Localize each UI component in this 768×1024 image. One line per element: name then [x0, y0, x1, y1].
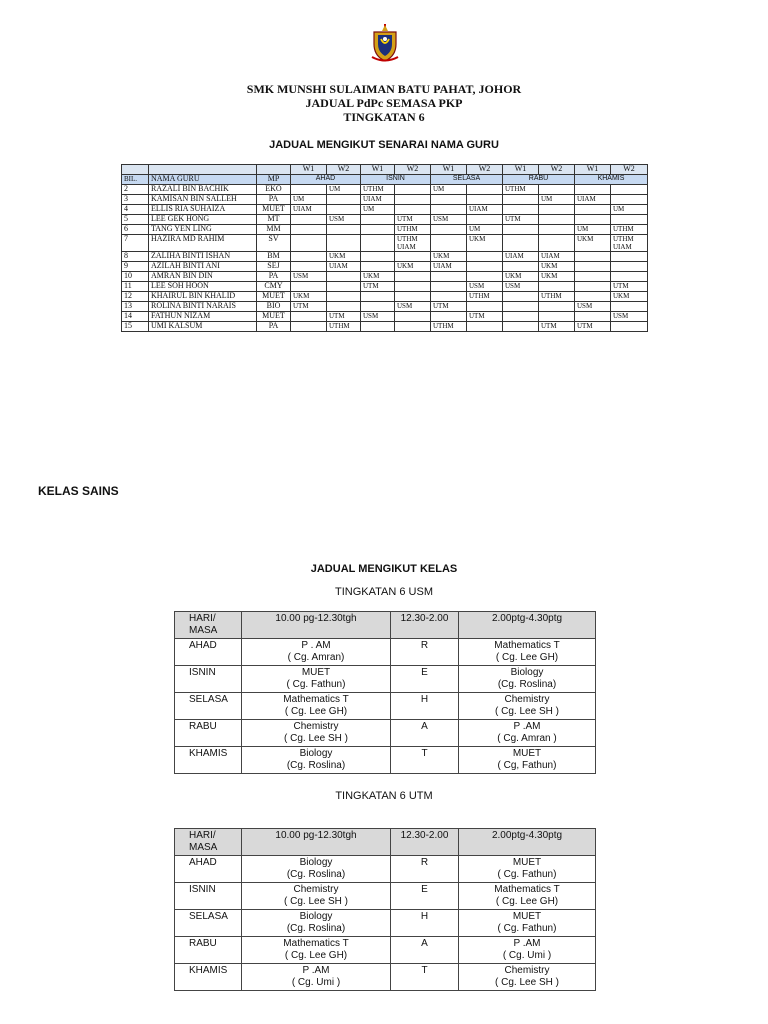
slot-cell: [467, 195, 503, 205]
slot-cell: UTM: [395, 215, 431, 225]
afternoon-slot-cell: P .AM ( Cg. Amran ): [459, 720, 596, 747]
class-table-usm: [174, 611, 596, 774]
teacher-name-cell: LEE SOH HOON: [149, 282, 257, 292]
slot-cell: [361, 225, 395, 235]
subject-cell: BM: [257, 252, 291, 262]
slot-cell: [467, 302, 503, 312]
bil-cell: 15: [122, 322, 149, 332]
class-row: [175, 666, 596, 693]
day-cell: RABU: [175, 720, 242, 747]
morning-slot-cell: Chemistry ( Cg. Lee SH ): [242, 883, 391, 910]
slot-cell: [327, 272, 361, 282]
break-cell: E: [391, 666, 459, 693]
slot-cell: USM: [291, 272, 327, 282]
week-label: W2: [467, 165, 503, 175]
slot-cell: [361, 262, 395, 272]
slot-cell: UKM: [611, 292, 648, 302]
slot-cell: UKM: [431, 252, 467, 262]
slot-cell: [503, 312, 539, 322]
class-row: [175, 910, 596, 937]
slot-cell: [395, 292, 431, 302]
class-table-title-usm: TINGKATAN 6 USM: [335, 586, 433, 598]
slot-cell: [327, 292, 361, 302]
bil-cell: 2: [122, 185, 149, 195]
slot-cell: [431, 312, 467, 322]
slot-cell: UM: [291, 195, 327, 205]
slot-cell: [395, 322, 431, 332]
slot-cell: [503, 225, 539, 235]
slot-cell: UM: [361, 205, 395, 215]
slot-cell: UIAM: [575, 195, 611, 205]
slot-cell: UKM: [361, 272, 395, 282]
slot-cell: [361, 302, 395, 312]
teacher-name-cell: ZALIHA BINTI ISHAN: [149, 252, 257, 262]
morning-slot-cell: Mathematics T ( Cg. Lee GH): [242, 693, 391, 720]
slot-cell: [467, 215, 503, 225]
week-label: W2: [611, 165, 648, 175]
slot-cell: [503, 262, 539, 272]
bil-cell: 12: [122, 292, 149, 302]
slot-cell: [611, 262, 648, 272]
afternoon-slot-cell: MUET ( Cg. Fathun): [459, 856, 596, 883]
empty-cell: [122, 165, 149, 175]
afternoon-slot-cell: P .AM ( Cg. Umi ): [459, 937, 596, 964]
slot-cell: UTM: [503, 215, 539, 225]
afternoon-slot-cell: Chemistry ( Cg. Lee SH ): [459, 693, 596, 720]
slot-cell: [395, 312, 431, 322]
morning-slot-cell: Mathematics T ( Cg. Lee GH): [242, 937, 391, 964]
slot-cell: [575, 205, 611, 215]
slot-cell: [503, 322, 539, 332]
slot-cell: [575, 292, 611, 302]
class-table-title-utm: TINGKATAN 6 UTM: [335, 790, 433, 802]
form-level: TINGKATAN 6: [343, 110, 425, 124]
class-table-utm: [174, 828, 596, 991]
nama-guru-header: NAMA GURU: [149, 175, 257, 185]
slot-cell: [539, 312, 575, 322]
class-row: [175, 747, 596, 774]
slot-cell: [539, 205, 575, 215]
slot-cell: [395, 205, 431, 215]
slot-cell: [467, 272, 503, 282]
slot-cell: [467, 322, 503, 332]
morning-slot-cell: P . AM ( Cg. Amran): [242, 639, 391, 666]
break-cell: R: [391, 639, 459, 666]
slot-cell: [611, 272, 648, 282]
slot-cell: [611, 252, 648, 262]
teacher-name-cell: TANG YEN LING: [149, 225, 257, 235]
class-header-cell: 12.30-2.00: [391, 829, 459, 856]
teacher-name-cell: ROLINA BINTI NARAIS: [149, 302, 257, 312]
bil-cell: 11: [122, 282, 149, 292]
slot-cell: UIAM: [503, 252, 539, 262]
empty-cell: [149, 165, 257, 175]
slot-cell: UIAM: [431, 262, 467, 272]
slot-cell: UTHM: [611, 225, 648, 235]
subject-cell: PA: [257, 272, 291, 282]
slot-cell: [431, 272, 467, 282]
slot-cell: USM: [431, 215, 467, 225]
slot-cell: [575, 282, 611, 292]
slot-cell: UKM: [575, 235, 611, 252]
morning-slot-cell: Biology (Cg. Roslina): [242, 910, 391, 937]
week-label: W1: [291, 165, 327, 175]
subject-cell: EKO: [257, 185, 291, 195]
slot-cell: [395, 252, 431, 262]
day-cell: AHAD: [175, 639, 242, 666]
slot-cell: [539, 185, 575, 195]
slot-cell: [503, 195, 539, 205]
table-row: [122, 262, 648, 272]
morning-slot-cell: P .AM ( Cg. Umi ): [242, 964, 391, 991]
teacher-name-cell: UMI KALSUM: [149, 322, 257, 332]
slot-cell: UTM: [467, 312, 503, 322]
class-row: [175, 720, 596, 747]
teacher-name-cell: RAZALI BIN BACHIK: [149, 185, 257, 195]
slot-cell: [575, 312, 611, 322]
break-cell: H: [391, 693, 459, 720]
slot-cell: [575, 252, 611, 262]
day-cell: AHAD: [175, 856, 242, 883]
slot-cell: [291, 235, 327, 252]
slot-cell: [575, 185, 611, 195]
class-row: [175, 639, 596, 666]
slot-cell: USM: [467, 282, 503, 292]
slot-cell: [361, 322, 395, 332]
table-row: [122, 312, 648, 322]
slot-cell: [431, 195, 467, 205]
slot-cell: UM: [327, 185, 361, 195]
class-row: [175, 693, 596, 720]
doc-subtitle: JADUAL PdPc SEMASA PKP: [305, 96, 463, 110]
day-cell: RABU: [175, 937, 242, 964]
break-cell: A: [391, 937, 459, 964]
teacher-name-cell: HAZIRA MD RAHIM: [149, 235, 257, 252]
table-row: [122, 322, 648, 332]
bil-header: BIL.: [122, 175, 149, 185]
break-cell: R: [391, 856, 459, 883]
slot-cell: UIAM: [539, 252, 575, 262]
slot-cell: [327, 235, 361, 252]
slot-cell: [291, 322, 327, 332]
slot-cell: [327, 282, 361, 292]
slot-cell: UIAM: [291, 205, 327, 215]
slot-cell: [431, 225, 467, 235]
slot-cell: UIAM: [361, 195, 395, 205]
subject-cell: MUET: [257, 205, 291, 215]
slot-cell: UTHM: [467, 292, 503, 302]
slot-cell: UTM: [431, 302, 467, 312]
slot-cell: [395, 282, 431, 292]
teacher-name-cell: FATHUN NIZAM: [149, 312, 257, 322]
slot-cell: [291, 225, 327, 235]
slot-cell: [361, 215, 395, 225]
slot-cell: [431, 205, 467, 215]
kelas-sains-label: KELAS SAINS: [38, 484, 119, 498]
teacher-table-title: JADUAL MENGIKUT SENARAI NAMA GURU: [269, 139, 499, 151]
morning-slot-cell: Biology (Cg. Roslina): [242, 856, 391, 883]
week-header-row: [122, 165, 648, 175]
slot-cell: USM: [395, 302, 431, 312]
bil-cell: 13: [122, 302, 149, 312]
day-cell: SELASA: [175, 910, 242, 937]
slot-cell: UTHM: [361, 185, 395, 195]
morning-slot-cell: Biology (Cg. Roslina): [242, 747, 391, 774]
week-label: W1: [361, 165, 395, 175]
class-row: [175, 937, 596, 964]
slot-cell: [575, 272, 611, 282]
slot-cell: [291, 252, 327, 262]
slot-cell: [611, 185, 648, 195]
slot-cell: UTM: [361, 282, 395, 292]
morning-slot-cell: MUET ( Cg. Fathun): [242, 666, 391, 693]
slot-cell: UM: [611, 205, 648, 215]
slot-cell: [327, 225, 361, 235]
slot-cell: UKM: [327, 252, 361, 262]
slot-cell: [575, 262, 611, 272]
afternoon-slot-cell: MUET ( Cg, Fathun): [459, 747, 596, 774]
subject-cell: BIO: [257, 302, 291, 312]
slot-cell: [327, 302, 361, 312]
class-row: [175, 883, 596, 910]
slot-cell: [395, 185, 431, 195]
day-cell: ISNIN: [175, 883, 242, 910]
teacher-name-cell: AMRAN BIN DIN: [149, 272, 257, 282]
mp-header: MP: [257, 175, 291, 185]
slot-cell: [611, 302, 648, 312]
slot-cell: USM: [361, 312, 395, 322]
break-cell: A: [391, 720, 459, 747]
slot-cell: [611, 195, 648, 205]
subject-cell: PA: [257, 322, 291, 332]
slot-cell: [539, 282, 575, 292]
slot-cell: [611, 215, 648, 225]
day-cell: ISNIN: [175, 666, 242, 693]
slot-cell: UTM: [327, 312, 361, 322]
day-header: KHAMIS: [575, 175, 648, 185]
day-cell: KHAMIS: [175, 964, 242, 991]
week-label: W1: [575, 165, 611, 175]
class-header-cell: 12.30-2.00: [391, 612, 459, 639]
afternoon-slot-cell: Chemistry ( Cg. Lee SH ): [459, 964, 596, 991]
week-label: W2: [395, 165, 431, 175]
slot-cell: [395, 272, 431, 282]
break-cell: H: [391, 910, 459, 937]
break-cell: T: [391, 747, 459, 774]
slot-cell: UM: [539, 195, 575, 205]
slot-cell: [539, 235, 575, 252]
slot-cell: UTM: [539, 322, 575, 332]
class-section-title: JADUAL MENGIKUT KELAS: [310, 563, 458, 575]
slot-cell: [291, 262, 327, 272]
bil-cell: 4: [122, 205, 149, 215]
slot-cell: [503, 235, 539, 252]
slot-cell: [395, 195, 431, 205]
slot-cell: UKM: [539, 262, 575, 272]
bil-cell: 9: [122, 262, 149, 272]
slot-cell: UTHM: [395, 225, 431, 235]
slot-cell: [291, 185, 327, 195]
table-row: [122, 205, 648, 215]
slot-cell: [539, 225, 575, 235]
slot-cell: USM: [503, 282, 539, 292]
day-cell: SELASA: [175, 693, 242, 720]
morning-slot-cell: Chemistry ( Cg. Lee SH ): [242, 720, 391, 747]
table-row: [122, 282, 648, 292]
slot-cell: [467, 262, 503, 272]
empty-cell: [257, 165, 291, 175]
slot-cell: [361, 235, 395, 252]
table-row: [122, 195, 648, 205]
slot-cell: [431, 282, 467, 292]
slot-cell: [291, 282, 327, 292]
class-header-cell: 10.00 pg-12.30tgh: [242, 612, 391, 639]
break-cell: T: [391, 964, 459, 991]
class-header-cell: 2.00ptg-4.30ptg: [459, 612, 596, 639]
subject-cell: SV: [257, 235, 291, 252]
week-label: W1: [431, 165, 467, 175]
slot-cell: USM: [611, 312, 648, 322]
teacher-name-cell: KAMISAN BIN SALLEH: [149, 195, 257, 205]
class-header-cell: HARI/ MASA: [175, 829, 242, 856]
slot-cell: [327, 205, 361, 215]
class-header-cell: 10.00 pg-12.30tgh: [242, 829, 391, 856]
slot-cell: USM: [327, 215, 361, 225]
teacher-name-cell: ELLIS RIA SUHAIZA: [149, 205, 257, 215]
slot-cell: [431, 235, 467, 252]
slot-cell: UTHM: [503, 185, 539, 195]
slot-cell: UIAM: [467, 205, 503, 215]
day-cell: KHAMIS: [175, 747, 242, 774]
slot-cell: UIAM: [327, 262, 361, 272]
subject-cell: SEJ: [257, 262, 291, 272]
table-row: [122, 215, 648, 225]
slot-cell: [611, 322, 648, 332]
table-row: [122, 225, 648, 235]
slot-cell: [575, 215, 611, 225]
class-header-row: [175, 829, 596, 856]
slot-cell: UKM: [539, 272, 575, 282]
slot-cell: [361, 292, 395, 302]
slot-cell: UKM: [395, 262, 431, 272]
slot-cell: [503, 292, 539, 302]
table-row: [122, 302, 648, 312]
slot-cell: UTHM: [327, 322, 361, 332]
bil-cell: 8: [122, 252, 149, 262]
table-row: [122, 235, 648, 252]
afternoon-slot-cell: Mathematics T ( Cg. Lee GH): [459, 639, 596, 666]
class-header-cell: 2.00ptg-4.30ptg: [459, 829, 596, 856]
subject-cell: MUET: [257, 292, 291, 302]
slot-cell: [291, 215, 327, 225]
slot-cell: UTM: [611, 282, 648, 292]
day-header: RABU: [503, 175, 575, 185]
afternoon-slot-cell: Mathematics T ( Cg. Lee GH): [459, 883, 596, 910]
subject-cell: MT: [257, 215, 291, 225]
subject-cell: MM: [257, 225, 291, 235]
slot-cell: UM: [467, 225, 503, 235]
class-row: [175, 856, 596, 883]
class-header-cell: HARI/ MASA: [175, 612, 242, 639]
bil-cell: 14: [122, 312, 149, 322]
bil-cell: 5: [122, 215, 149, 225]
slot-cell: [467, 252, 503, 262]
subject-cell: CMY: [257, 282, 291, 292]
bil-cell: 7: [122, 235, 149, 252]
slot-cell: [539, 215, 575, 225]
slot-cell: UTM: [575, 322, 611, 332]
table-row: [122, 252, 648, 262]
week-label: W2: [327, 165, 361, 175]
table-row: [122, 292, 648, 302]
subject-cell: PA: [257, 195, 291, 205]
teacher-name-cell: LEE GEK HONG: [149, 215, 257, 225]
slot-cell: [361, 252, 395, 262]
slot-cell: UTHM UIAM: [611, 235, 648, 252]
teacher-schedule-table: [121, 164, 648, 332]
bil-cell: 10: [122, 272, 149, 282]
slot-cell: [431, 292, 467, 302]
slot-cell: UM: [431, 185, 467, 195]
afternoon-slot-cell: MUET ( Cg. Fathun): [459, 910, 596, 937]
afternoon-slot-cell: Biology (Cg. Roslina): [459, 666, 596, 693]
slot-cell: UTHM: [539, 292, 575, 302]
teacher-name-cell: AZILAH BINTI ANI: [149, 262, 257, 272]
class-row: [175, 964, 596, 991]
day-header: AHAD: [291, 175, 361, 185]
week-label: W1: [503, 165, 539, 175]
week-label: W2: [539, 165, 575, 175]
subject-cell: MUET: [257, 312, 291, 322]
class-header-row: [175, 612, 596, 639]
table-row: [122, 272, 648, 282]
slot-cell: UM: [575, 225, 611, 235]
slot-cell: UKM: [503, 272, 539, 282]
bil-cell: 6: [122, 225, 149, 235]
slot-cell: [327, 195, 361, 205]
bil-cell: 3: [122, 195, 149, 205]
school-crest-icon: [370, 24, 400, 62]
slot-cell: [503, 205, 539, 215]
slot-cell: UKM: [467, 235, 503, 252]
break-cell: E: [391, 883, 459, 910]
slot-cell: [503, 302, 539, 312]
slot-cell: [467, 185, 503, 195]
day-header: SELASA: [431, 175, 503, 185]
teacher-name-cell: KHAIRUL BIN KHALID: [149, 292, 257, 302]
slot-cell: UTHM: [431, 322, 467, 332]
slot-cell: [291, 312, 327, 322]
slot-cell: UKM: [291, 292, 327, 302]
table-row: [122, 185, 648, 195]
day-header: ISNIN: [361, 175, 431, 185]
school-name: SMK MUNSHI SULAIMAN BATU PAHAT, JOHOR: [246, 82, 522, 96]
slot-cell: USM: [575, 302, 611, 312]
column-header-row: [122, 175, 648, 185]
slot-cell: UTHM UIAM: [395, 235, 431, 252]
slot-cell: UTM: [291, 302, 327, 312]
slot-cell: [539, 302, 575, 312]
